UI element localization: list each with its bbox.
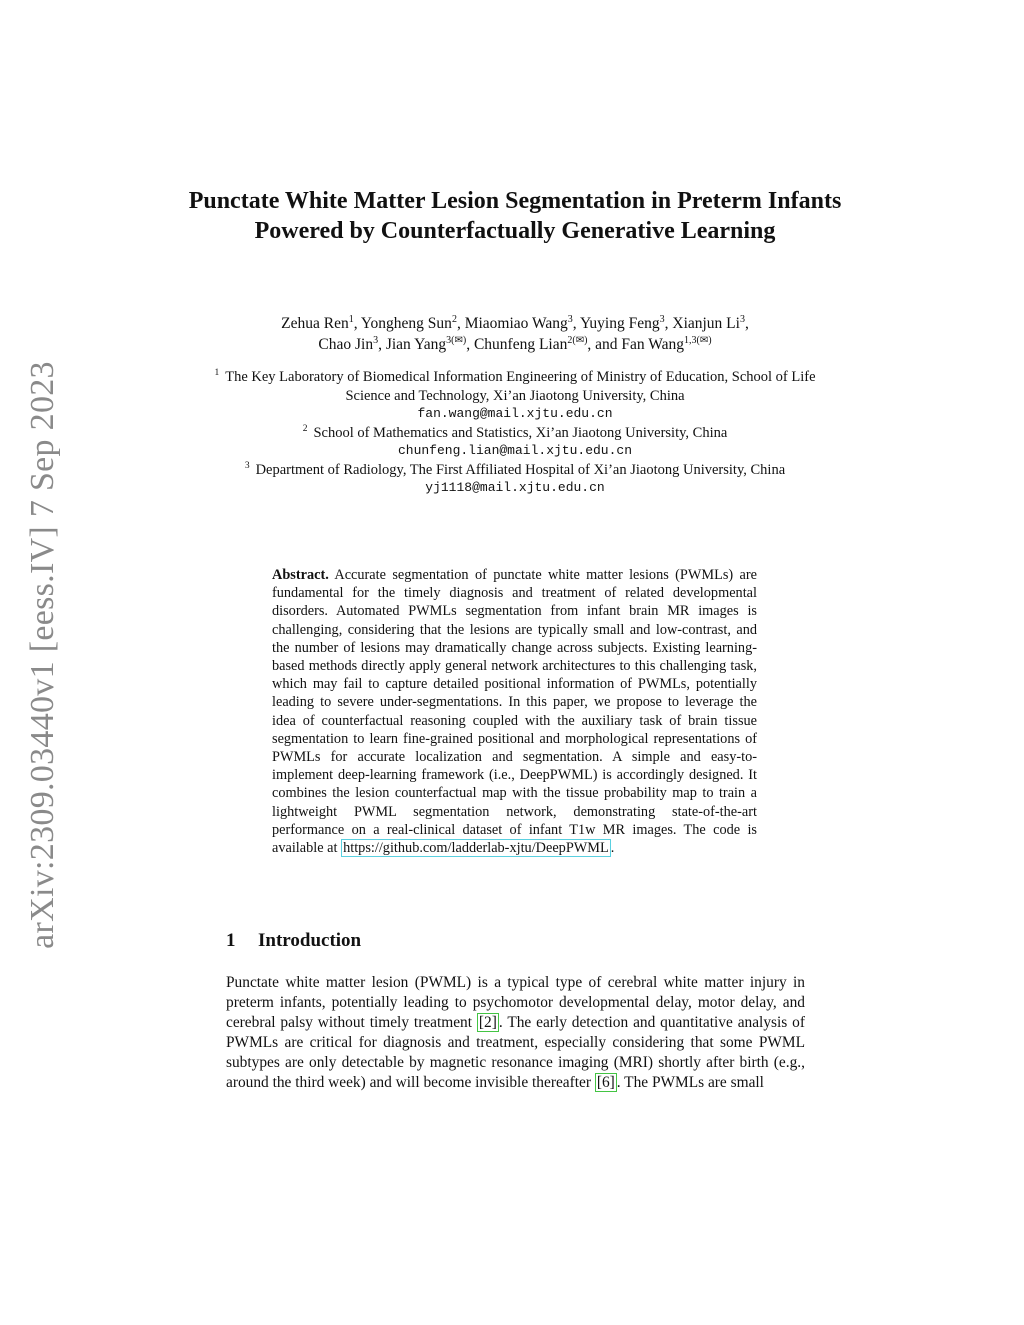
affiliation-number: 1: [214, 368, 220, 379]
author-list: [180, 313, 850, 355]
affiliation-text: Department of Radiology, The First Affiliated Hospital of Xi’an Jiaotong University, China: [255, 461, 786, 478]
author-name: Chao Jin: [318, 336, 374, 353]
author-affil-mark: 3: [373, 334, 379, 346]
affiliation-text: The Key Laboratory of Biomedical Information Engineering of Ministry of Education, School of Life Science and Technology, Xi’an Jiaotong University, China: [225, 369, 816, 404]
affiliation-text: School of Mathematics and Statistics, Xi’an Jiaotong University, China: [313, 424, 728, 441]
author-affil-mark: 1: [348, 313, 354, 325]
author-affil-mark: 3: [659, 313, 665, 325]
author-affil-mark: 3: [567, 313, 573, 325]
author-affil-mark: 2(✉): [567, 334, 588, 346]
author-name: and Fan Wang: [595, 336, 685, 353]
author-name: Yuying Feng: [579, 315, 660, 332]
section-number: 1: [226, 930, 236, 951]
section-heading: [226, 930, 361, 952]
author-name: Chunfeng Lian: [473, 336, 568, 353]
section-title: Introduction: [258, 930, 362, 951]
intro-text: . The PWMLs are small: [616, 1074, 764, 1091]
author-name: Zehua Ren: [281, 315, 349, 332]
abstract-label: Abstract.: [272, 567, 329, 583]
affiliation-email: fan.wang@mail.xjtu.edu.cn: [417, 406, 613, 421]
citation-link[interactable]: [6]: [596, 1074, 615, 1091]
author-line-1: Zehua Ren$^1$, Yongheng Sun$^2$, Miaomiao Wang$^3$, Yuying Feng$^3$, Xianjun Li$^3$,: [281, 313, 749, 332]
author-line-2: Chao Jin$^3$, Jian Yang$^{3(✉)}$, Chunfeng Lian$^{2(✉)}$, and Fan Wang$^{1,3(✉)}$: [318, 334, 712, 353]
affiliation-email: chunfeng.lian@mail.xjtu.edu.cn: [397, 443, 633, 458]
affiliation-3: [200, 461, 830, 480]
citation-link[interactable]: [2]: [478, 1014, 497, 1031]
intro-text: . The early detection and quantitative analysis of PWMLs are critical for diagnosis and treatment, especially considering that some PWML subtypes are only detectable by magnetic resonance imaging (MRI) shortly after birth (e.g., around the third week) and will become invisible thereafter: [226, 1014, 805, 1091]
paper-title: Punctate White Matter Lesion Segmentation in Preterm Infants Powered by Counterfactually Generative Learning: [188, 188, 842, 244]
author-affil-mark: 1,3(✉): [684, 334, 712, 346]
affiliation-2: [200, 424, 830, 443]
abstract-text: Accurate segmentation of punctate white matter lesions (PWMLs) are fundamental for the timely diagnosis and treatment of related developmental disorders. Automated PWMLs segmentation from infant brain MR images is challenging, considering that the lesions are typically small and low-contrast, and the number of lesions may dramatically change across subjects. Existing learning-based methods directly apply general network architectures to this challenging task, which may fail to capture detailed positional information of PWMLs, potentially leading to severe under-segmentations. In this paper, we propose to leverage the idea of counterfactual reasoning coupled with the auxiliary task of brain tissue segmentation to learn fine-grained positional and morphological representations of PWMLs for accurate localization and segmentation. A simple and easy-to-implement deep-learning framework (i.e., DeepPWML) is accordingly designed. It combines the lesion counterfactual map with the tissue probability map to train a lightweight PWML segmentation network, demonstrating state-of-the-art performance on a real-clinical dataset of infant T1w MR images. The code is available at: [272, 567, 757, 857]
author-name: Xianjun Li: [672, 315, 740, 332]
author-name: Yongheng Sun: [360, 315, 452, 332]
author-affil-mark: 2: [451, 313, 457, 325]
author-affil-mark: 3(✉): [446, 334, 467, 346]
affiliation-1: [200, 368, 830, 405]
author-affil-mark: 3: [739, 313, 745, 325]
intro-text: Punctate white matter lesion (PWML) is a typical type of cerebral white matter injury in preterm infants, potentially leading to psychomotor developmental delay, motor delay, and cerebral palsy without timely treatment: [226, 974, 805, 1031]
affiliations: [200, 368, 830, 498]
code-repository-link[interactable]: https://github.com/ladderlab-xjtu/DeepPWML: [343, 840, 609, 857]
abstract-end: .: [610, 840, 615, 857]
arxiv-sidebar-stamp: [18, 360, 68, 950]
arxiv-id: arXiv:2309.03440v1 [eess.IV] 7 Sep 2023: [24, 361, 61, 949]
abstract: [272, 566, 757, 857]
affiliation-number: 2: [302, 423, 308, 434]
author-name: Miaomiao Wang: [464, 315, 568, 332]
author-name: Jian Yang: [385, 336, 447, 353]
affiliation-email: yj1118@mail.xjtu.edu.cn: [425, 480, 605, 495]
affiliation-number: 3: [244, 460, 250, 471]
introduction-paragraph: [226, 973, 805, 1093]
